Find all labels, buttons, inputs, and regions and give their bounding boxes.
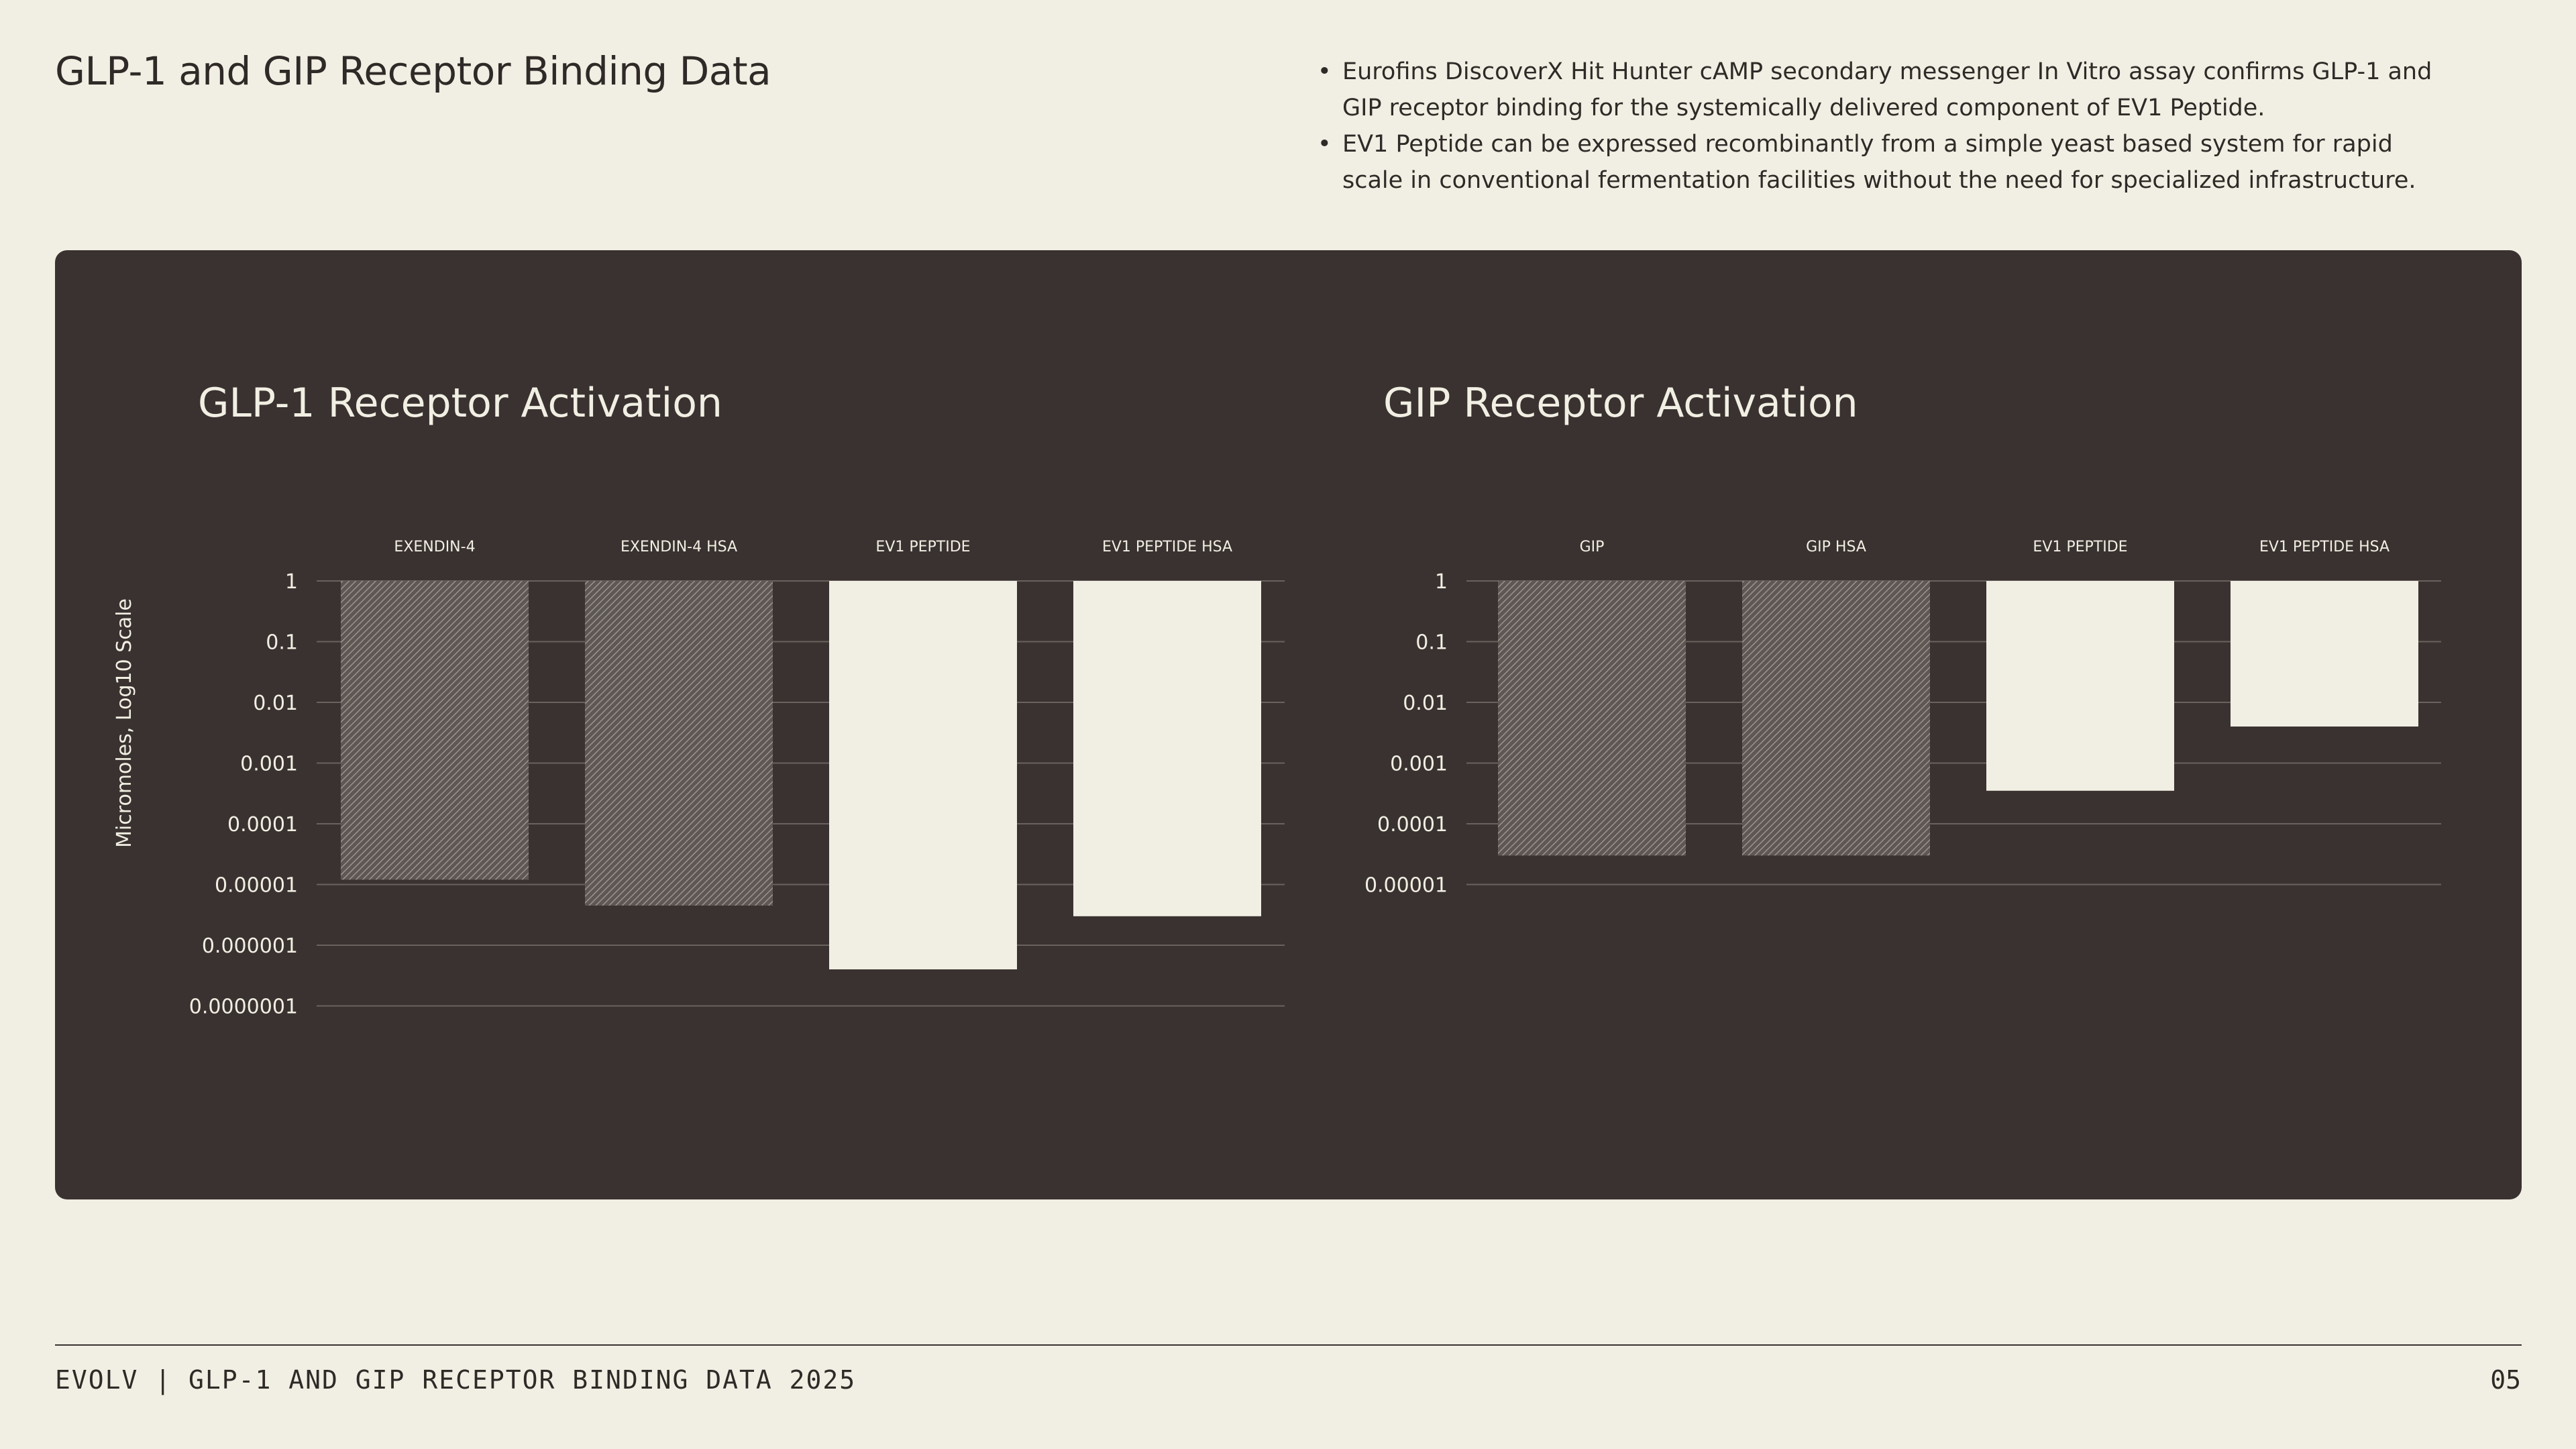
category-label-gip: GIP HSA — [1806, 539, 1866, 555]
footer-label: EVOLV | GLP-1 AND GIP RECEPTOR BINDING DATA 2025 — [55, 1365, 857, 1395]
y-tick-label-gip: 0.001 — [1390, 752, 1448, 776]
page-title: GLP-1 and GIP Receptor Binding Data — [55, 48, 771, 94]
chart-title-gip: GIP Receptor Activation — [1383, 380, 1858, 427]
bar-glp1-3 — [1073, 581, 1261, 916]
bar-glp1-1 — [585, 581, 773, 906]
footer-divider — [55, 1344, 2522, 1346]
y-tick-label-glp1: 0.0000001 — [189, 995, 298, 1019]
category-label-glp1: EV1 PEPTIDE HSA — [1102, 539, 1233, 555]
y-tick-label-gip: 0.1 — [1415, 631, 1448, 655]
chart-title-glp1: GLP-1 Receptor Activation — [198, 380, 722, 427]
y-tick-label-glp1: 0.001 — [240, 752, 298, 776]
bar-gip-2 — [1986, 581, 2174, 791]
y-tick-label-glp1: 0.0001 — [227, 813, 298, 837]
category-label-glp1: EV1 PEPTIDE — [875, 539, 971, 555]
bar-gip-0 — [1498, 581, 1686, 855]
y-tick-label-glp1: 0.01 — [253, 692, 298, 715]
bar-gip-1 — [1742, 581, 1930, 855]
bar-glp1-2 — [829, 581, 1017, 969]
y-tick-label-glp1: 0.1 — [266, 631, 298, 655]
bar-gip-3 — [2231, 581, 2418, 727]
page-number: 05 — [2490, 1365, 2521, 1395]
bullet-expression: • EV1 Peptide can be expressed recombinantly from a simple yeast based system for rapid scale in conventional fermentation facilities without the need for specialized infrastructure. — [1315, 126, 2455, 199]
y-tick-label-glp1: 0.00001 — [214, 873, 298, 898]
bullet-assay: • Eurofins DiscoverX Hit Hunter cAMP secondary messenger In Vitro assay confirms GLP-1 and GIP receptor binding for the systemically delivered component of EV1 Peptide. — [1315, 54, 2455, 126]
bar-glp1-0 — [341, 581, 529, 879]
category-label-gip: EV1 PEPTIDE — [2033, 539, 2128, 555]
y-axis-label-glp1: Micromoles, Log10 Scale — [113, 598, 136, 848]
summary-bullets — [1315, 54, 2455, 199]
category-label-gip: EV1 PEPTIDE HSA — [2259, 539, 2390, 555]
chart-panel — [55, 250, 2522, 1199]
y-tick-label-glp1: 0.000001 — [201, 934, 298, 958]
category-label-glp1: EXENDIN-4 — [394, 539, 476, 555]
category-label-gip: GIP — [1579, 539, 1605, 555]
charts-svg — [55, 250, 2522, 1199]
y-tick-label-gip: 1 — [1434, 570, 1448, 594]
y-tick-label-gip: 0.0001 — [1377, 813, 1448, 837]
y-tick-label-gip: 0.00001 — [1364, 873, 1448, 898]
y-tick-label-gip: 0.01 — [1403, 692, 1448, 715]
y-tick-label-glp1: 1 — [284, 570, 298, 594]
category-label-glp1: EXENDIN-4 HSA — [620, 539, 738, 555]
